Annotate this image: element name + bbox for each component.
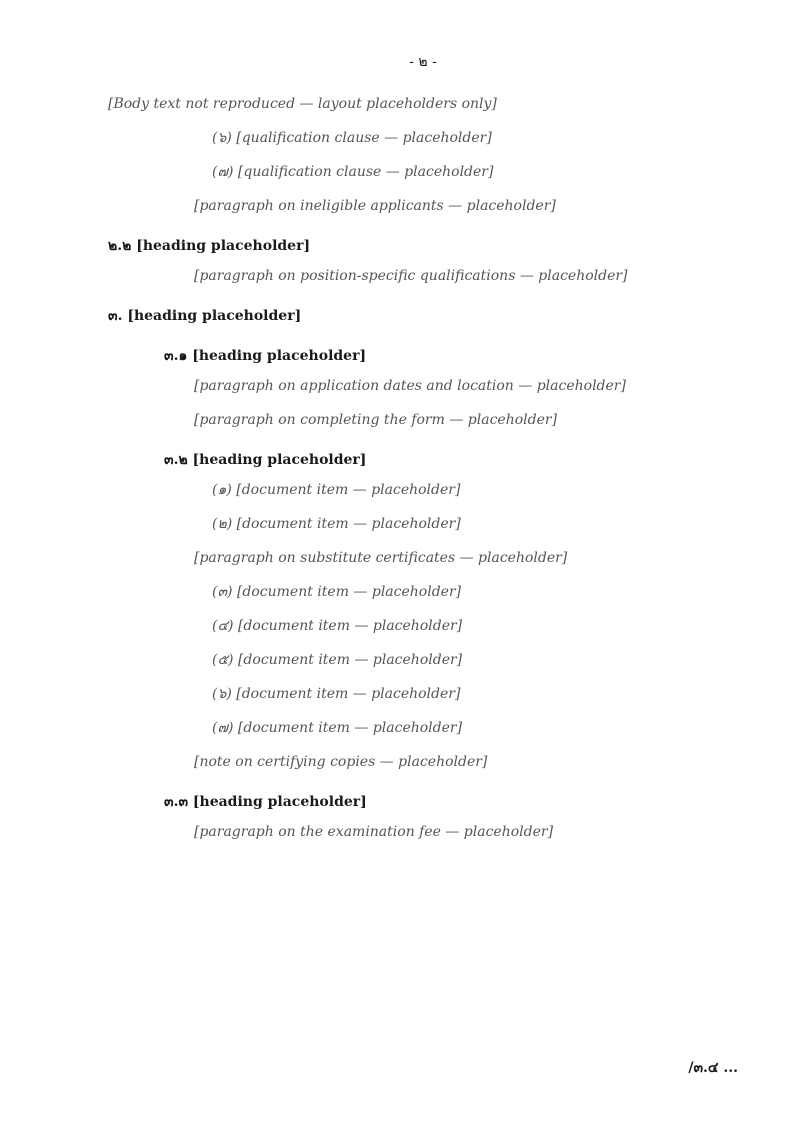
- continuation-marker: /๓.๔ ...: [688, 1060, 738, 1076]
- section-heading: ๓.๒ [heading placeholder]: [164, 452, 367, 468]
- section-heading: ๓. [heading placeholder]: [108, 308, 302, 324]
- section-heading: ๒.๒ [heading placeholder]: [108, 238, 311, 254]
- section-heading: ๓.๓ [heading placeholder]: [164, 794, 367, 810]
- body-paragraph: (๒) [document item — placeholder]: [212, 516, 461, 532]
- body-paragraph: (๓) [document item — placeholder]: [212, 584, 462, 600]
- body-paragraph: (๖) [qualification clause — placeholder]: [212, 130, 492, 146]
- body-paragraph: (๗) [document item — placeholder]: [212, 720, 463, 736]
- body-paragraph: (๕) [document item — placeholder]: [212, 652, 463, 668]
- body-paragraph: [paragraph on substitute certificates — placeholder]: [194, 550, 568, 566]
- body-paragraph: (๔) [document item — placeholder]: [212, 618, 463, 634]
- document-body: [108, 126, 738, 844]
- body-paragraph: [paragraph on ineligible applicants — placeholder]: [194, 198, 556, 214]
- omission-note: [Body text not reproduced — layout placeholders only]: [108, 96, 497, 112]
- body-paragraph: [paragraph on position-specific qualifications — placeholder]: [194, 268, 628, 284]
- body-paragraph: [paragraph on completing the form — placeholder]: [194, 412, 558, 428]
- body-paragraph: (๗) [qualification clause — placeholder]: [212, 164, 494, 180]
- body-paragraph: (๖) [document item — placeholder]: [212, 686, 461, 702]
- section-heading: ๓.๑ [heading placeholder]: [164, 348, 367, 364]
- body-paragraph: [note on certifying copies — placeholder]: [194, 754, 488, 770]
- body-paragraph: (๑) [document item — placeholder]: [212, 482, 461, 498]
- body-paragraph: [paragraph on the examination fee — placeholder]: [194, 824, 554, 840]
- page-number: - ๒ -: [409, 54, 437, 70]
- body-paragraph: [paragraph on application dates and location — placeholder]: [194, 378, 626, 394]
